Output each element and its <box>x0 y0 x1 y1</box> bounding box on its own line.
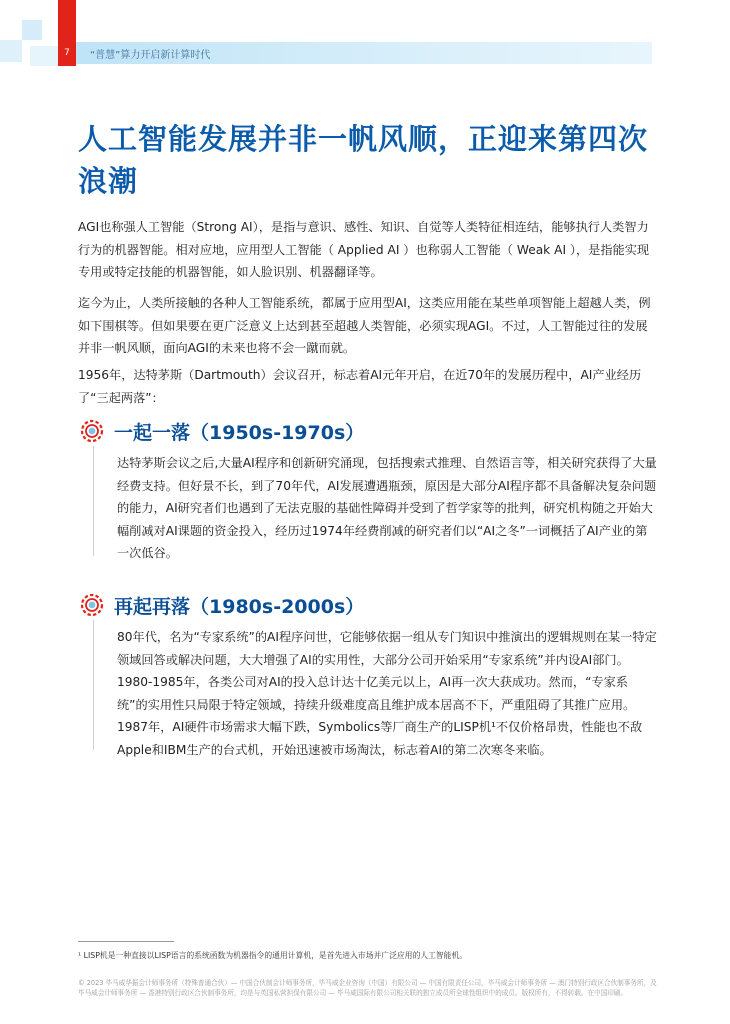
section-1-heading <box>78 416 364 446</box>
running-header: “普慧”算力开启新计算时代 <box>90 50 211 61</box>
intro-paragraph-1: AGI也称强人工智能（Strong AI），是指与意识、感性、知识、自觉等人类特征相连结，能够执行人类智力行为的机器智能。相对应地，应用型人工智能（ Applied AI ）也称弱人工智能（ Weak AI ），是指能实现专用或特定技能的机器智能，如人脸识别、机器翻译等。 <box>78 220 650 279</box>
page-number: 7 <box>64 48 70 58</box>
intro-paragraph-2: 迄今为止，人类所接触的各种人工智能系统，都属于应用型AI，这类应用能在某些单项智能上超越人类，例如下围棋等。但如果要在更广泛意义上达到甚至超越人类智能，必须实现AGI。不过，人工智能过往的发展并非一帆风顺，面向AGI的未来也将不会一蹴而就。 <box>78 296 651 355</box>
page-title: 人工智能发展并非一帆风顺，正迎来第四次浪潮 <box>78 122 649 198</box>
section-1-title: 一起一落（1950s-1970s） <box>114 421 365 444</box>
footnote-rule <box>78 941 174 942</box>
section-1-rule <box>93 446 94 556</box>
page-number-tab <box>58 0 76 66</box>
section-2-rule <box>93 620 94 750</box>
footnote: ¹ LISP机是一种直接以LISP语言的系统函数为机器指令的通用计算机，是首先进入市场并广泛应用的人工智能机。 <box>78 951 468 960</box>
section-2-body: 80年代，名为“专家系统”的AI程序问世，它能够依据一组从专门知识中推演出的逻辑规则在某一特定领域回答或解决问题，大大增强了AI的实用性，大部分公司开始采用“专家系统”并内设AI部门。1980-1985年，各类公司对AI的投入总计达十亿美元以上，AI再一次大获成功。然而，“专家系统”的实用性只局限于特定领域，持续升级难度高且维护成本居高不下，严重阻碍了其推广应用。1987年，AI硬件市场需求大幅下跌，Symbolics等厂商生产的LISP机¹不仅价格昂贵，性能也不敌Apple和IBM生产的台式机，开始迅速被市场淘汰，标志着AI的第二次寒冬来临。 <box>117 630 657 757</box>
section-2-heading <box>78 590 364 620</box>
gear-icon <box>78 591 106 619</box>
intro-paragraph-3: 1956年，达特茅斯（Dartmouth）会议召开，标志着AI元年开启，在近70年的发展历程中，AI产业经历了“三起两落”： <box>78 368 642 405</box>
gear-icon <box>78 417 106 445</box>
section-1-body: 达特茅斯会议之后,大量AI程序和创新研究涌现，包括搜索式推理、自然语言等，相关研究获得了大量经费支持。但好景不长，到了70年代，AI发展遭遇瓶颈，原因是大部分AI程序都不具备解决复杂问题的能力，AI研究者们也遇到了无法克服的基础性障碍并受到了哲学家等的批判，研究机构随之开始大幅削减对AI课题的资金投入，经历过1974年经费削减的研究者们以“AI之冬”一词概括了AI产业的第一次低谷。 <box>117 456 657 560</box>
decorative-squares <box>0 0 60 70</box>
section-2-title: 再起再落（1980s-2000s） <box>114 595 365 618</box>
legal-notice: © 2023 毕马威华振会计师事务所（特殊普通合伙）— 中国合伙制会计师事务所，毕马威企业咨询（中国）有限公司 — 中国有限责任公司，毕马威会计师事务所 — 澳门特别行政区合伙制事务所，及毕马威会计师事务所 — 香港特别行政区合伙制事务所，均是与英国私营担保有限公司 — 毕马威国际有限公司相关联的独立成员所全球性组织中的成员。版权所有，不得转载。在中国印刷。 <box>78 979 657 997</box>
